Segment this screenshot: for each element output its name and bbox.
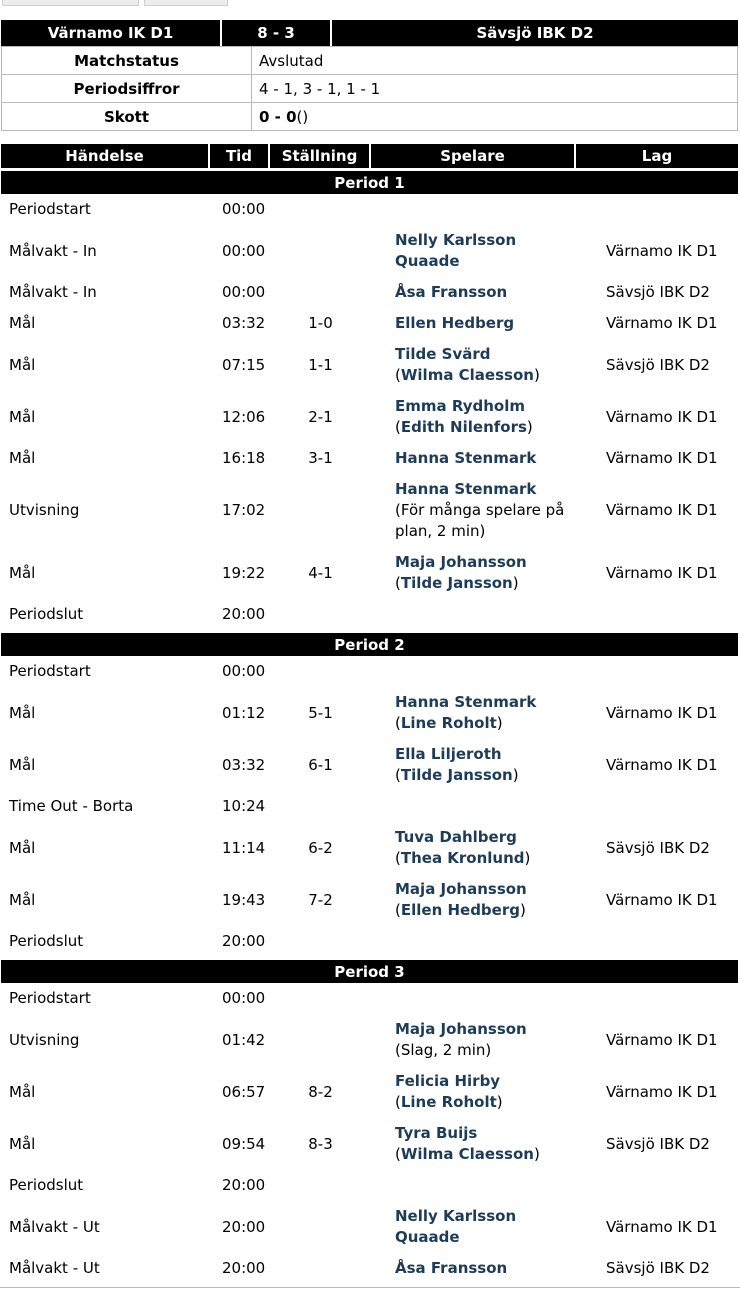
- assist-player-link[interactable]: Ellen Hedberg: [400, 901, 520, 919]
- event-score: 4-1: [308, 563, 333, 582]
- period-header: Period 1: [1, 171, 738, 194]
- event-type: Mål: [9, 838, 36, 857]
- assist-player-link[interactable]: Tilde Jansson: [400, 574, 513, 592]
- event-player-cell: [371, 1258, 576, 1279]
- player-name-link[interactable]: Åsa Fransson: [395, 283, 508, 301]
- event-team: Värnamo IK D1: [606, 890, 718, 909]
- event-row: [1, 1066, 738, 1118]
- event-player-cell: [371, 313, 576, 334]
- event-type: Utvisning: [9, 501, 80, 519]
- event-time: 01:42: [222, 1030, 266, 1049]
- event-player-detail: (Tilde Jansson): [395, 574, 519, 592]
- event-time: 19:22: [222, 563, 266, 582]
- column-header-spelare: Spelare: [371, 144, 574, 168]
- match-info-value: 4 - 1, 3 - 1, 1 - 1: [259, 79, 381, 98]
- event-time: 00:00: [222, 283, 266, 301]
- event-score: 5-1: [308, 703, 333, 722]
- event-time: 03:32: [222, 314, 266, 332]
- assist-player-link[interactable]: Edith Nilenfors: [400, 418, 527, 436]
- column-header-tid: Tid: [210, 144, 268, 168]
- event-type: Periodslut: [9, 1176, 84, 1194]
- period-header: Period 2: [1, 633, 738, 656]
- event-score: 6-2: [308, 838, 333, 857]
- match-info-label: Skott: [2, 103, 252, 130]
- event-team: Värnamo IK D1: [606, 449, 718, 467]
- event-row: [1, 656, 738, 687]
- event-player-cell: [371, 744, 576, 786]
- event-score: 2-1: [308, 407, 333, 426]
- column-header-handelse: Händelse: [1, 144, 208, 168]
- event-team: Sävsjö IBK D2: [606, 283, 710, 301]
- player-name-link[interactable]: Åsa Fransson: [395, 1259, 508, 1277]
- player-name-link[interactable]: Tyra Buijs: [395, 1124, 478, 1142]
- event-type: Mål: [9, 1082, 36, 1101]
- event-player-detail: (För många spelare på plan, 2 min): [395, 501, 565, 540]
- event-team: Sävsjö IBK D2: [606, 1259, 710, 1277]
- event-row: [1, 1253, 738, 1284]
- event-type: Periodslut: [9, 932, 84, 950]
- event-player-cell: [371, 1206, 576, 1248]
- event-type: Målvakt - Ut: [9, 1259, 100, 1277]
- event-row: [1, 983, 738, 1014]
- player-name-link[interactable]: Felicia Hirby: [395, 1072, 501, 1090]
- event-team: Värnamo IK D1: [606, 563, 718, 582]
- match-score: 8 - 3: [222, 20, 330, 46]
- event-row: [1, 547, 738, 599]
- match-info-value: Avslutad: [259, 51, 324, 70]
- event-time: 00:00: [222, 200, 266, 218]
- event-type: Mål: [9, 890, 36, 909]
- event-time: 10:24: [222, 797, 266, 815]
- player-name-link[interactable]: Emma Rydholm: [395, 397, 525, 415]
- player-name-link[interactable]: Nelly Karlsson Quaade: [395, 1207, 517, 1246]
- event-player-cell: [371, 230, 576, 272]
- event-score: 3-1: [308, 449, 333, 467]
- event-time: 17:02: [222, 501, 266, 519]
- event-row: [1, 791, 738, 822]
- event-player-detail: (Ellen Hedberg): [395, 901, 526, 919]
- event-team: Värnamo IK D1: [606, 1217, 718, 1236]
- player-name-link[interactable]: Maja Johansson: [395, 880, 527, 898]
- event-player-cell: [371, 1019, 576, 1061]
- event-type: Mål: [9, 755, 36, 774]
- event-time: 00:00: [222, 989, 266, 1007]
- assist-player-link[interactable]: Tilde Jansson: [400, 766, 513, 784]
- player-name-link[interactable]: Maja Johansson: [395, 553, 527, 571]
- event-score: 8-2: [308, 1082, 333, 1101]
- event-time: 00:00: [222, 241, 266, 260]
- event-player-cell: [371, 827, 576, 869]
- event-score: 1-1: [308, 355, 333, 374]
- event-team: Värnamo IK D1: [606, 1082, 718, 1101]
- event-time: 20:00: [222, 1259, 266, 1277]
- event-row: [1, 1170, 738, 1201]
- event-player-cell: [371, 1123, 576, 1165]
- event-type: Periodstart: [9, 989, 91, 1007]
- event-score: 8-3: [308, 1134, 333, 1153]
- match-info-label: Matchstatus: [2, 47, 252, 74]
- events-header-row: [1, 144, 738, 168]
- event-row: [1, 339, 738, 391]
- event-type: Time Out - Borta: [9, 797, 134, 815]
- assist-player-link[interactable]: Wilma Claesson: [400, 1145, 534, 1163]
- event-type: Mål: [9, 314, 36, 332]
- event-type: Periodslut: [9, 605, 84, 623]
- player-name-link[interactable]: Hanna Stenmark: [395, 693, 537, 711]
- event-time: 03:32: [222, 755, 266, 774]
- scoreboard: [1, 20, 738, 46]
- event-time: 20:00: [222, 1176, 266, 1194]
- tab-stub-left[interactable]: [2, 0, 139, 6]
- match-info-row: [1, 102, 738, 130]
- events-table-body: [1, 171, 738, 1284]
- event-row: [1, 443, 738, 474]
- player-name-link[interactable]: Tuva Dahlberg: [395, 828, 517, 846]
- event-row: [1, 391, 738, 443]
- event-time: 20:00: [222, 932, 266, 950]
- event-type: Mål: [9, 703, 36, 722]
- event-type: Periodstart: [9, 200, 91, 218]
- event-time: 19:43: [222, 890, 266, 909]
- event-type: Mål: [9, 449, 36, 467]
- event-player-detail: (Tilde Jansson): [395, 766, 519, 784]
- event-player-cell: [371, 344, 576, 386]
- top-tabs: [0, 0, 740, 6]
- event-row: [1, 277, 738, 308]
- event-type: Målvakt - In: [9, 283, 97, 301]
- event-team: Värnamo IK D1: [606, 1030, 718, 1049]
- event-team: Värnamo IK D1: [606, 703, 718, 722]
- event-time: 00:00: [222, 662, 266, 680]
- event-player-cell: [371, 396, 576, 438]
- event-player-cell: [371, 692, 576, 734]
- event-row: [1, 225, 738, 277]
- player-name-link[interactable]: Hanna Stenmark: [395, 449, 537, 467]
- event-time: 09:54: [222, 1134, 266, 1153]
- event-player-cell: [371, 552, 576, 594]
- event-time: 11:14: [222, 838, 266, 857]
- match-info-row: [1, 46, 738, 74]
- event-type: Mål: [9, 563, 36, 582]
- player-name-link[interactable]: Ellen Hedberg: [395, 314, 515, 332]
- event-time: 20:00: [222, 605, 266, 623]
- event-time: 01:12: [222, 703, 266, 722]
- event-row: [1, 1014, 738, 1066]
- bottom-divider: [0, 1287, 740, 1291]
- player-name-link[interactable]: Tilde Svärd: [395, 345, 491, 363]
- event-time: 16:18: [222, 449, 266, 467]
- event-player-cell: [371, 879, 576, 921]
- event-player-detail: (Edith Nilenfors): [395, 418, 533, 436]
- event-type: Mål: [9, 407, 36, 426]
- event-type: Målvakt - Ut: [9, 1217, 100, 1236]
- player-name-link[interactable]: Ella Liljeroth: [395, 745, 502, 763]
- event-score: 7-2: [308, 890, 333, 909]
- event-player-cell: [371, 479, 576, 542]
- player-name-link[interactable]: Hanna Stenmark: [395, 480, 537, 498]
- event-row: [1, 1201, 738, 1253]
- event-row: [1, 687, 738, 739]
- match-info-label: Periodsiffror: [2, 75, 252, 102]
- assist-player-link[interactable]: Line Roholt: [400, 1093, 497, 1111]
- event-team: Sävsjö IBK D2: [606, 838, 710, 857]
- event-player-detail: (Line Roholt): [395, 1093, 503, 1111]
- period-header: Period 3: [1, 960, 738, 983]
- event-team: Värnamo IK D1: [606, 241, 718, 260]
- event-team: Sävsjö IBK D2: [606, 1134, 710, 1153]
- event-team: Värnamo IK D1: [606, 314, 718, 332]
- event-player-detail: (Wilma Claesson): [395, 1145, 540, 1163]
- event-player-cell: [371, 282, 576, 303]
- tab-stub-right[interactable]: [144, 0, 228, 6]
- event-time: 07:15: [222, 355, 266, 374]
- assist-player-link[interactable]: Thea Kronlund: [400, 849, 525, 867]
- event-type: Utvisning: [9, 1030, 80, 1049]
- match-info-row: [1, 74, 738, 102]
- assist-player-link[interactable]: Wilma Claesson: [400, 366, 534, 384]
- event-team: Värnamo IK D1: [606, 407, 718, 426]
- event-team: Värnamo IK D1: [606, 755, 718, 774]
- event-row: [1, 1118, 738, 1170]
- event-row: [1, 874, 738, 926]
- event-player-detail: (Slag, 2 min): [395, 1041, 492, 1059]
- player-name-link[interactable]: Maja Johansson: [395, 1020, 527, 1038]
- assist-player-link[interactable]: Line Roholt: [400, 714, 497, 732]
- event-score: 6-1: [308, 755, 333, 774]
- home-team-name: Värnamo IK D1: [1, 20, 220, 46]
- event-row: [1, 194, 738, 225]
- event-team: Värnamo IK D1: [606, 501, 718, 519]
- event-type: Periodstart: [9, 662, 91, 680]
- event-player-detail: (Thea Kronlund): [395, 849, 531, 867]
- column-header-stallning: Ställning: [270, 144, 369, 168]
- event-row: [1, 926, 738, 957]
- event-type: Mål: [9, 355, 36, 374]
- event-player-detail: (Wilma Claesson): [395, 366, 540, 384]
- event-player-cell: [371, 1071, 576, 1113]
- event-type: Målvakt - In: [9, 241, 97, 260]
- event-row: [1, 822, 738, 874]
- player-name-link[interactable]: Nelly Karlsson Quaade: [395, 231, 517, 270]
- event-row: [1, 308, 738, 339]
- event-team: Sävsjö IBK D2: [606, 355, 710, 374]
- event-time: 20:00: [222, 1217, 266, 1236]
- event-row: [1, 599, 738, 630]
- event-time: 06:57: [222, 1082, 266, 1101]
- column-header-lag: Lag: [576, 144, 738, 168]
- event-player-cell: [371, 448, 576, 469]
- event-time: 12:06: [222, 407, 266, 426]
- event-row: [1, 739, 738, 791]
- event-score: 1-0: [308, 314, 333, 332]
- match-info-value: 0 - 0 (): [259, 107, 309, 126]
- match-info-table: [1, 46, 738, 131]
- event-player-detail: (Line Roholt): [395, 714, 503, 732]
- away-team-name: Sävsjö IBK D2: [332, 20, 738, 46]
- event-type: Mål: [9, 1134, 36, 1153]
- event-row: [1, 474, 738, 547]
